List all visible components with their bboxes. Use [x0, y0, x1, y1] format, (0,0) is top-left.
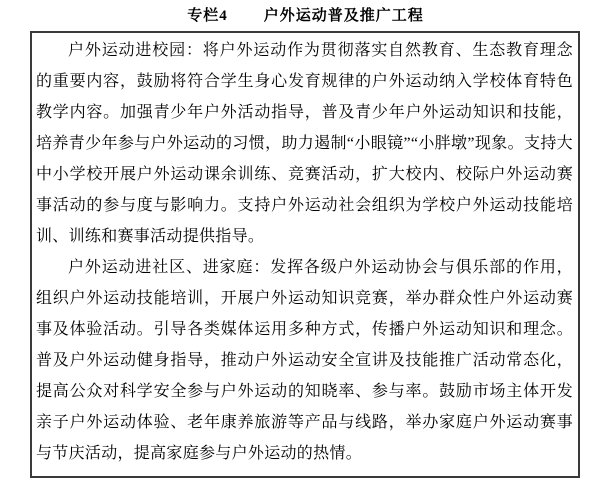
paragraph-outdoor-sports-into-communities-families: 户外运动进社区、进家庭：发挥各级户外运动协会与俱乐部的作用，组织户外运动技能培训，开展户外运动知识竞赛，举办群众性户外运动赛事及体验活动。引导各类媒体运用多种方式，传播户外运动知识和理念。普及户外运动健身指导，推动户外运动安全宣讲及技能推广活动常态化，提高公众对科学安全参与户外运动的知晓率、参与率。鼓励市场主体开发亲子户外运动体验、老年康养旅游等产品与线路，举办家庭户外运动赛事与节庆活动，提高家庭参与户外运动的热情。 [36, 259, 573, 462]
box-title-label: 专栏4 [187, 8, 228, 24]
content-box [30, 31, 580, 478]
box-title [0, 4, 611, 25]
box-title-text: 户外运动普及推广工程 [263, 8, 424, 24]
paragraph-outdoor-sports-into-schools: 户外运动进校园：将户外运动作为贯彻落实自然教育、生态教育理念的重要内容，鼓励将符合学生身心发育规律的户外运动纳入学校体育特色教学内容。加强青少年户外活动指导，普及青少年户外运动知识和技能，培养青少年参与户外运动的习惯，助力遏制“小眼镜”“小胖墩”现象。支持大中小学校开展户外运动课余训练、竞赛活动，扩大校内、校际户外运动赛事活动的参与度与影响力。支持户外运动社会组织为学校户外运动技能培训、训练和赛事活动提供指导。 [36, 42, 573, 245]
